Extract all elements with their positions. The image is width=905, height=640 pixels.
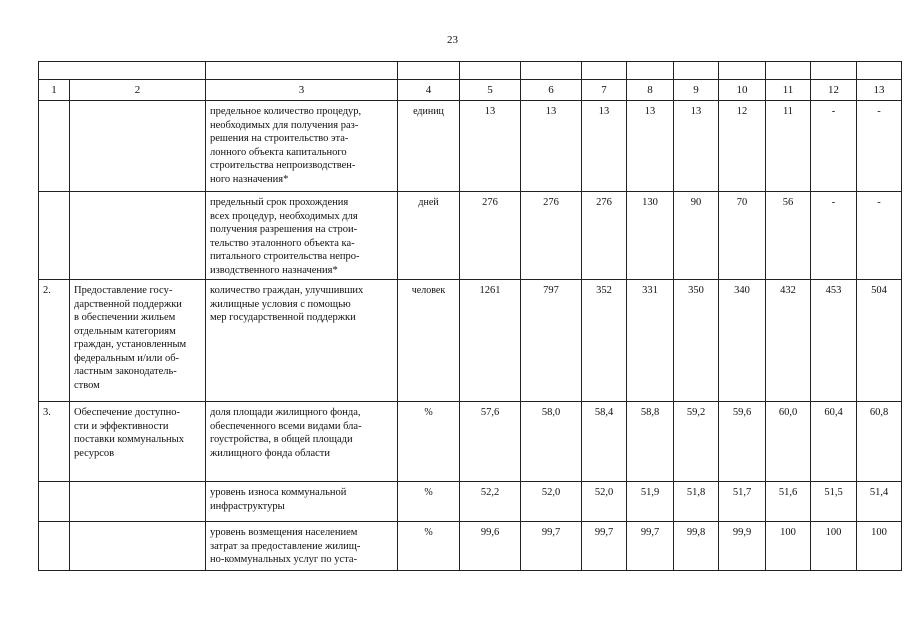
value-cell: 51,4: [857, 482, 902, 522]
indicator-line: инфраструктуры: [210, 500, 285, 512]
indicator-line: мер государственной поддержки: [210, 312, 356, 323]
goal-name-line: сти и эффективности: [74, 420, 169, 432]
value-cell: 99,8: [674, 522, 719, 571]
value-cell: 13: [521, 101, 582, 192]
value-cell: 100: [766, 522, 811, 571]
value-cell: 99,7: [627, 522, 674, 571]
indicator-line: доля площади жилищного фонда,: [210, 407, 361, 418]
column-number: 12: [811, 80, 857, 101]
indicator-name: [206, 280, 398, 402]
value-cell: 100: [811, 522, 857, 571]
value-cell: 60,0: [766, 402, 811, 482]
indicator-line: обеспеченного всеми видами бла-: [210, 420, 362, 432]
column-number: 9: [674, 80, 719, 101]
value-cell: 60,8: [857, 402, 902, 482]
value-cell: 352: [582, 280, 627, 402]
indicator-line: но-коммунальных услуг по уста-: [210, 554, 358, 565]
row-index: [39, 482, 70, 522]
unit-cell: %: [398, 402, 460, 482]
value-cell: 51,6: [766, 482, 811, 522]
value-cell: 57,6: [460, 402, 521, 482]
goal-name-line: граждан, установленным: [74, 339, 187, 350]
indicator-line: количество граждан, улучшивших: [210, 285, 364, 296]
goal-name: [70, 402, 206, 482]
value-cell: -: [811, 101, 857, 192]
value-cell: 51,9: [627, 482, 674, 522]
goal-name-line: ресурсов: [74, 447, 115, 459]
indicator-line: питального строительства непро-: [210, 251, 360, 262]
goal-name-line: отдельным категориям: [74, 325, 176, 337]
indicator-name: [206, 101, 398, 192]
header-cell: [766, 62, 811, 80]
indicator-line: изводственного назначения*: [210, 264, 338, 276]
indicator-line: гоустройства, в общей площади: [210, 434, 353, 445]
header-cell: [460, 62, 521, 80]
column-number: 13: [857, 80, 902, 101]
goal-name-line: в обеспечении жильем: [74, 312, 176, 323]
goal-name-line: Предоставление госу-: [74, 285, 173, 296]
row-index: [39, 522, 70, 571]
goal-name-line: Обеспечение доступно-: [74, 407, 181, 418]
value-cell: 130: [627, 192, 674, 280]
value-cell: 51,5: [811, 482, 857, 522]
value-cell: 13: [674, 101, 719, 192]
row-index: 3.: [39, 402, 70, 482]
table-row: [39, 192, 902, 280]
table-row: [39, 522, 902, 571]
indicator-line: лонного объекта капитального: [210, 146, 347, 158]
table-row: [39, 101, 902, 192]
header-cell: [206, 62, 398, 80]
column-numbers-row: [39, 80, 902, 101]
goal-name: [70, 280, 206, 402]
header-cell: [398, 62, 460, 80]
value-cell: 276: [582, 192, 627, 280]
unit-cell: дней: [398, 192, 460, 280]
value-cell: 13: [460, 101, 521, 192]
value-cell: 52,0: [582, 482, 627, 522]
value-cell: 99,7: [582, 522, 627, 571]
value-cell: 58,8: [627, 402, 674, 482]
table-row: [39, 482, 902, 522]
goal-name: [70, 522, 206, 571]
value-cell: 100: [857, 522, 902, 571]
value-cell: 99,9: [719, 522, 766, 571]
indicator-line: предельный срок прохождения: [210, 197, 349, 208]
unit-cell: единиц: [398, 101, 460, 192]
header-blank-row: [39, 62, 902, 80]
value-cell: 56: [766, 192, 811, 280]
value-cell: -: [811, 192, 857, 280]
indicator-line: жилищные условия с помощью: [210, 298, 351, 310]
value-cell: 51,7: [719, 482, 766, 522]
goal-name-line: ластным законодатель-: [74, 366, 177, 377]
header-cell: [674, 62, 719, 80]
value-cell: 504: [857, 280, 902, 402]
column-number: 4: [398, 80, 460, 101]
value-cell: 12: [719, 101, 766, 192]
column-number: 2: [70, 80, 206, 101]
value-cell: 90: [674, 192, 719, 280]
header-cell: [857, 62, 902, 80]
goal-name: [70, 101, 206, 192]
value-cell: 13: [582, 101, 627, 192]
value-cell: 350: [674, 280, 719, 402]
value-cell: 58,4: [582, 402, 627, 482]
indicator-line: уровень возмещения населением: [210, 527, 358, 538]
value-cell: 60,4: [811, 402, 857, 482]
value-cell: 432: [766, 280, 811, 402]
header-cell: [582, 62, 627, 80]
indicator-line: жилищного фонда области: [210, 447, 331, 459]
indicator-name: [206, 482, 398, 522]
column-number: 3: [206, 80, 398, 101]
value-cell: 340: [719, 280, 766, 402]
indicator-line: всех процедур, необходимых для: [210, 210, 358, 222]
value-cell: 11: [766, 101, 811, 192]
row-index: [39, 192, 70, 280]
value-cell: 13: [627, 101, 674, 192]
indicator-line: решения на строительство эта-: [210, 133, 349, 144]
indicator-line: необходимых для получения раз-: [210, 119, 359, 131]
indicator-name: [206, 192, 398, 280]
table-row: [39, 280, 902, 402]
indicator-line: уровень износа коммунальной: [210, 487, 347, 498]
value-cell: 70: [719, 192, 766, 280]
value-cell: 1261: [460, 280, 521, 402]
column-number: 1: [39, 80, 70, 101]
header-cell: [39, 62, 206, 80]
value-cell: -: [857, 101, 902, 192]
value-cell: 59,6: [719, 402, 766, 482]
value-cell: 276: [521, 192, 582, 280]
goal-name: [70, 192, 206, 280]
value-cell: 276: [460, 192, 521, 280]
value-cell: 331: [627, 280, 674, 402]
value-cell: 52,2: [460, 482, 521, 522]
table-row: [39, 402, 902, 482]
column-number: 7: [582, 80, 627, 101]
value-cell: 59,2: [674, 402, 719, 482]
page-number: 23: [447, 34, 458, 46]
column-number: 11: [766, 80, 811, 101]
column-number: 10: [719, 80, 766, 101]
indicator-name: [206, 522, 398, 571]
indicators-table: [38, 61, 902, 571]
header-cell: [719, 62, 766, 80]
value-cell: 99,6: [460, 522, 521, 571]
value-cell: 797: [521, 280, 582, 402]
value-cell: -: [857, 192, 902, 280]
indicator-line: строительства непроизводствен-: [210, 160, 356, 171]
value-cell: 453: [811, 280, 857, 402]
column-number: 8: [627, 80, 674, 101]
column-number: 6: [521, 80, 582, 101]
goal-name-line: дарственной поддержки: [74, 298, 182, 310]
unit-cell: человек: [398, 280, 460, 402]
unit-cell: %: [398, 482, 460, 522]
unit-cell: %: [398, 522, 460, 571]
indicator-line: затрат за предоставление жилищ-: [210, 540, 361, 552]
indicator-line: ного назначения*: [210, 173, 289, 185]
goal-name-line: федеральным и/или об-: [74, 352, 180, 364]
row-index: 2.: [39, 280, 70, 402]
value-cell: 58,0: [521, 402, 582, 482]
value-cell: 52,0: [521, 482, 582, 522]
goal-name: [70, 482, 206, 522]
header-cell: [521, 62, 582, 80]
row-index: [39, 101, 70, 192]
indicator-line: тельство эталонного объекта ка-: [210, 237, 355, 249]
indicator-line: получения разрешения на строи-: [210, 224, 358, 235]
value-cell: 51,8: [674, 482, 719, 522]
indicator-name: [206, 402, 398, 482]
header-cell: [811, 62, 857, 80]
header-cell: [627, 62, 674, 80]
goal-name-line: поставки коммунальных: [74, 434, 184, 445]
column-number: 5: [460, 80, 521, 101]
value-cell: 99,7: [521, 522, 582, 571]
indicator-line: предельное количество процедур,: [210, 106, 362, 117]
goal-name-line: ством: [74, 379, 100, 391]
